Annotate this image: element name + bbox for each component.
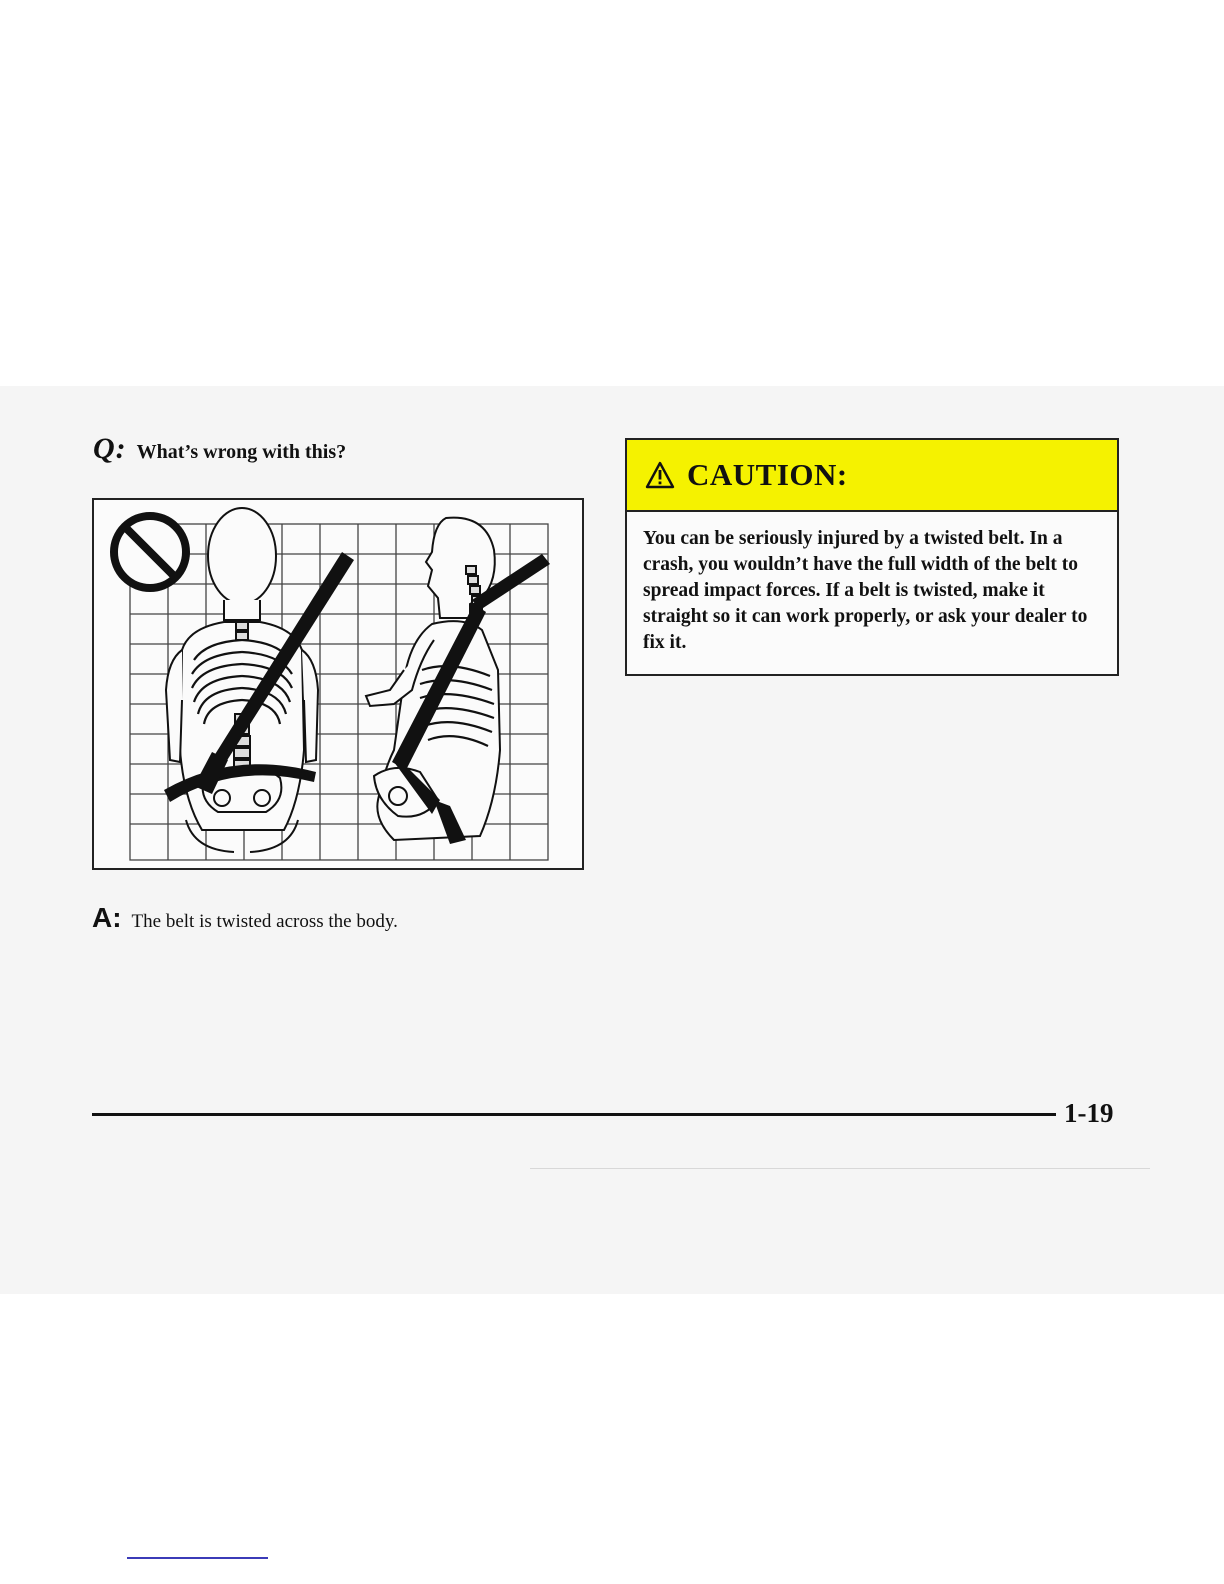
answer bbox=[92, 902, 398, 934]
caution-header bbox=[627, 440, 1117, 512]
prohibited-icon bbox=[114, 516, 186, 588]
faint-divider bbox=[530, 1168, 1150, 1169]
answer-text: The belt is twisted across the body. bbox=[131, 911, 398, 932]
question bbox=[93, 432, 346, 466]
answer-prefix: A: bbox=[92, 902, 122, 933]
caution-box bbox=[625, 438, 1119, 676]
bottom-link-underline bbox=[127, 1557, 268, 1559]
question-prefix: Q: bbox=[93, 432, 127, 465]
caution-body: You can be seriously injured by a twisted belt. In a crash, you wouldn’t have the full width of the belt to spread impact forces. If a belt is twisted, make it straight so it can work properly, or ask your dealer to fix it. bbox=[643, 528, 1088, 653]
page-number: 1-19 bbox=[1064, 1098, 1114, 1128]
footer-rule bbox=[92, 1113, 1056, 1116]
twisted-belt-illustration bbox=[92, 498, 584, 870]
question-text: What’s wrong with this? bbox=[136, 441, 347, 463]
skeleton-illustration-svg bbox=[94, 500, 582, 868]
warning-triangle-icon bbox=[645, 461, 675, 489]
side-skeleton bbox=[366, 518, 500, 840]
caution-title: CAUTION: bbox=[687, 457, 848, 492]
